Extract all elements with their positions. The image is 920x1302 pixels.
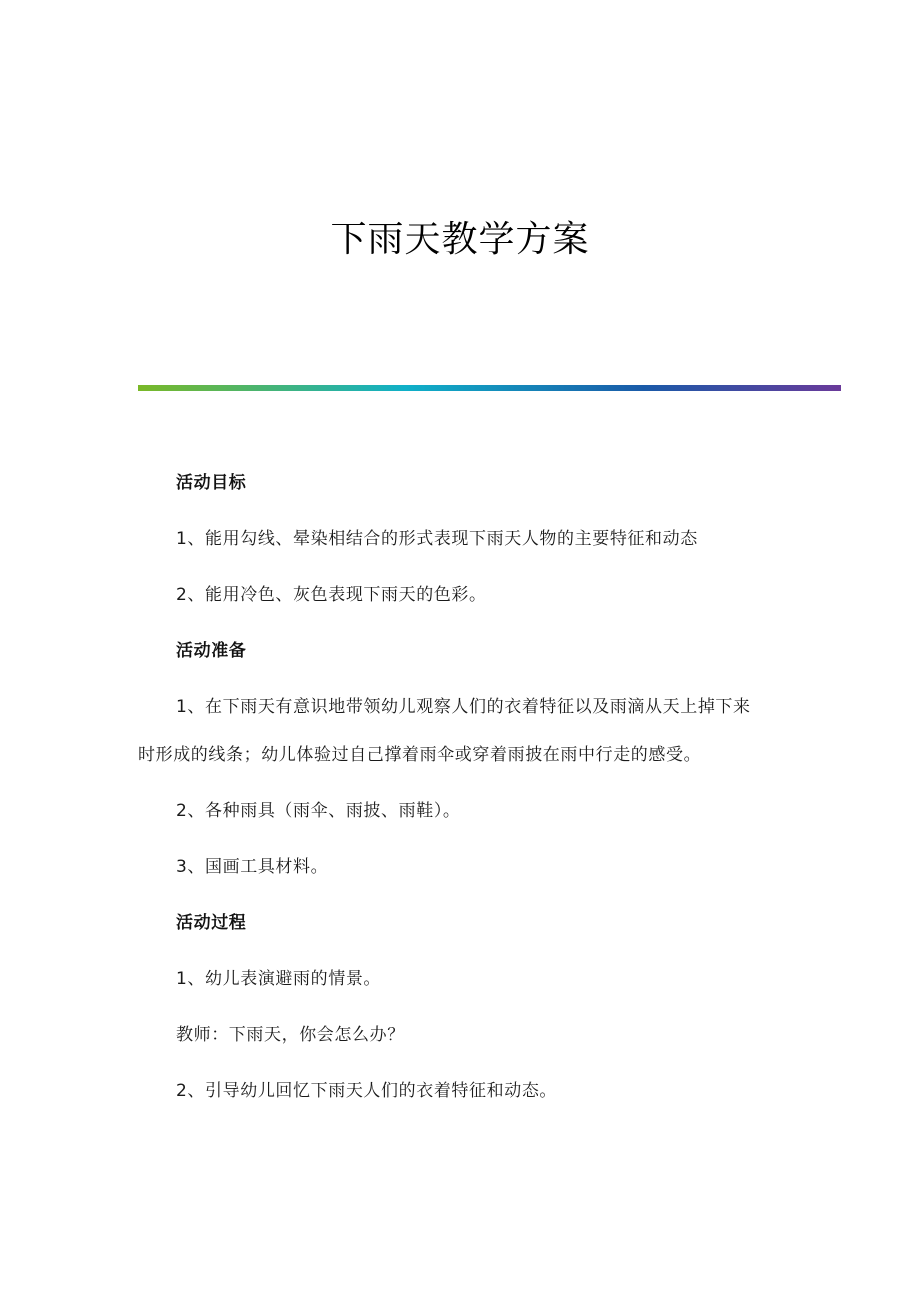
prep-item-1-line-2: 时形成的线条；幼儿体验过自己撑着雨伞或穿着雨披在雨中行走的感受。 bbox=[138, 745, 702, 765]
section-heading-process: 活动过程 bbox=[176, 913, 247, 933]
goal-item-2: 2、能用冷色、灰色表现下雨天的色彩。 bbox=[176, 585, 487, 605]
process-item-2: 2、引导幼儿回忆下雨天人们的衣着特征和动态。 bbox=[176, 1081, 558, 1101]
prep-item-2: 2、各种雨具（雨伞、雨披、雨鞋）。 bbox=[176, 801, 461, 821]
title-divider bbox=[138, 385, 841, 391]
document-title: 下雨天教学方案 bbox=[330, 219, 590, 260]
process-teacher-question: 教师：下雨天，你会怎么办？ bbox=[176, 1025, 405, 1045]
prep-item-3: 3、国画工具材料。 bbox=[176, 857, 329, 877]
section-heading-goals: 活动目标 bbox=[176, 473, 247, 493]
prep-item-1-line-1: 1、在下雨天有意识地带领幼儿观察人们的衣着特征以及雨滴从天上掉下来 bbox=[176, 697, 751, 717]
process-item-1: 1、幼儿表演避雨的情景。 bbox=[176, 969, 382, 989]
goal-item-1: 1、能用勾线、晕染相结合的形式表现下雨天人物的主要特征和动态 bbox=[176, 529, 698, 549]
section-heading-prep: 活动准备 bbox=[176, 641, 247, 661]
